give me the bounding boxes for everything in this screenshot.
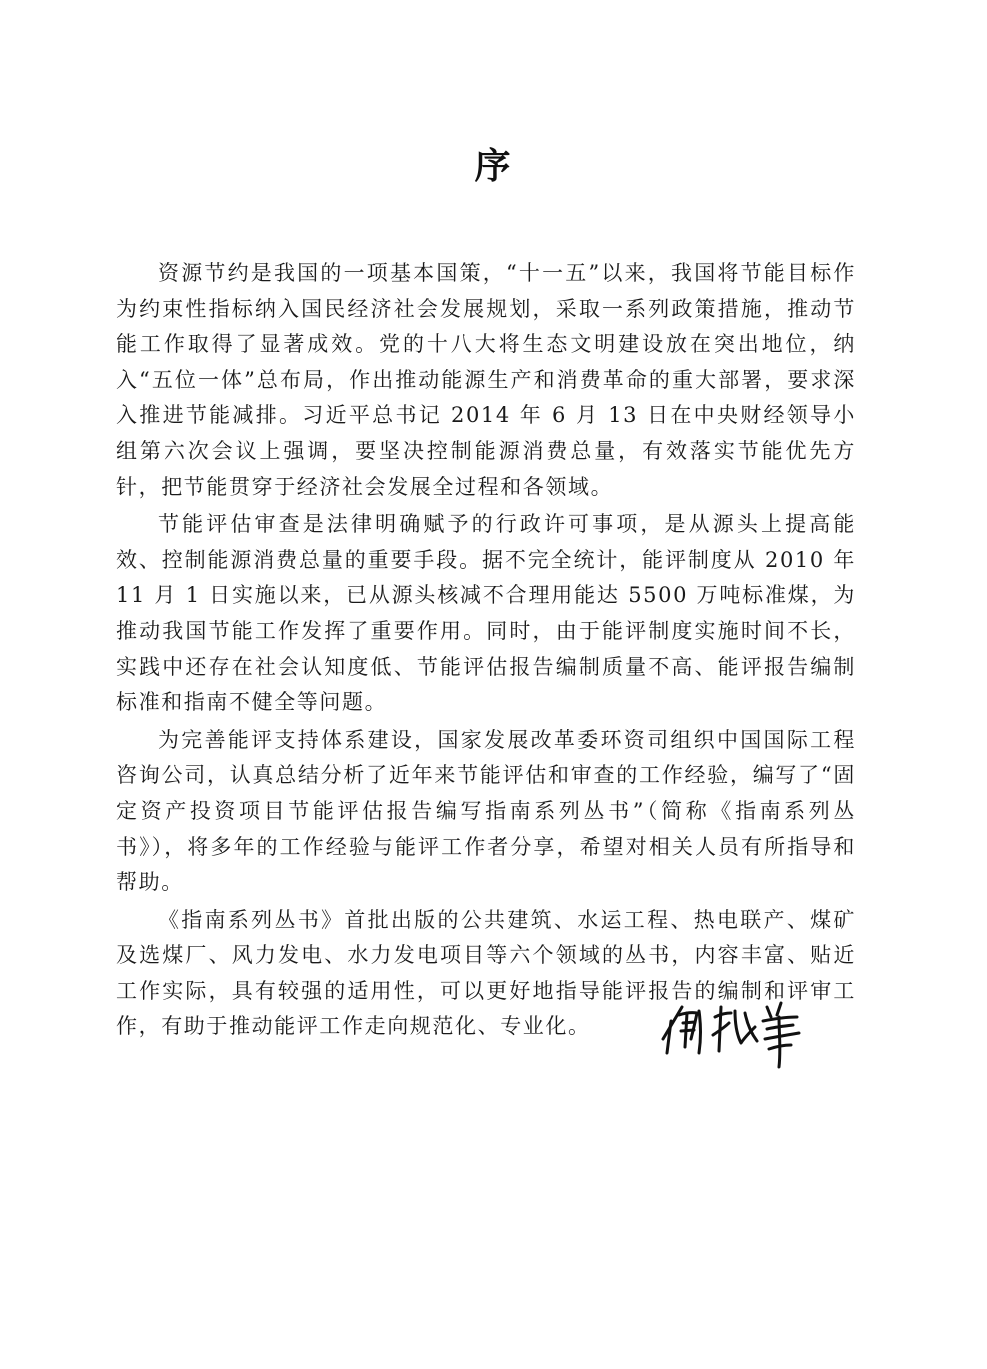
paragraph-2: 节能评估审查是法律明确赋予的行政许可事项，是从源头上提高能效、控制能源消费总量的重要手段。据不完全统计，能评制度从 2010 年 11 月 1 日实施以来，已从源头核减不合理用能达 5500 万吨标准煤，为推动我国节能工作发挥了重要作用。同时，由于能评制度实施时间不长，实践中还存在社会认知度低、节能评估报告编制质量不高、能评报告编制标准和指南不健全等问题。 xyxy=(116,512,856,715)
paragraph-4: 《指南系列丛书》首批出版的公共建筑、水运工程、热电联产、煤矿及选煤厂、风力发电、水力发电项目等六个领域的丛书，内容丰富、贴近工作实际，具有较强的适用性，可以更好地指导能评报告的编制和评审工作，有助于推动能评工作走向规范化、专业化。 xyxy=(116,907,856,1039)
handwritten-signature xyxy=(655,995,815,1070)
signature-icon xyxy=(655,995,815,1070)
page-title: 序 xyxy=(474,145,513,187)
paragraph-1: 资源节约是我国的一项基本国策，“十一五”以来，我国将节能目标作为约束性指标纳入国民经济社会发展规划，采取一系列政策措施，推动节能工作取得了显著成效。党的十八大将生态文明建设放在突出地位，纳入“五位一体”总布局，作出推动能源生产和消费革命的重大部署，要求深入推进节能减排。习近平总书记 2014 年 6 月 13 日在中央财经领导小组第六次会议上强调，要坚决控制能源消费总量，有效落实节能优先方针，把节能贯穿于经济社会发展全过程和各领域。 xyxy=(116,261,856,499)
preface-body xyxy=(116,256,856,1047)
paragraph-3: 为完善能评支持体系建设，国家发展改革委环资司组织中国国际工程咨询公司，认真总结分析了近年来节能评估和审查的工作经验，编写了“固定资产投资项目节能评估报告编写指南系列丛书”（简称《指南系列丛书》），将多年的工作经验与能评工作者分享，希望对相关人员有所指导和帮助。 xyxy=(116,727,856,895)
